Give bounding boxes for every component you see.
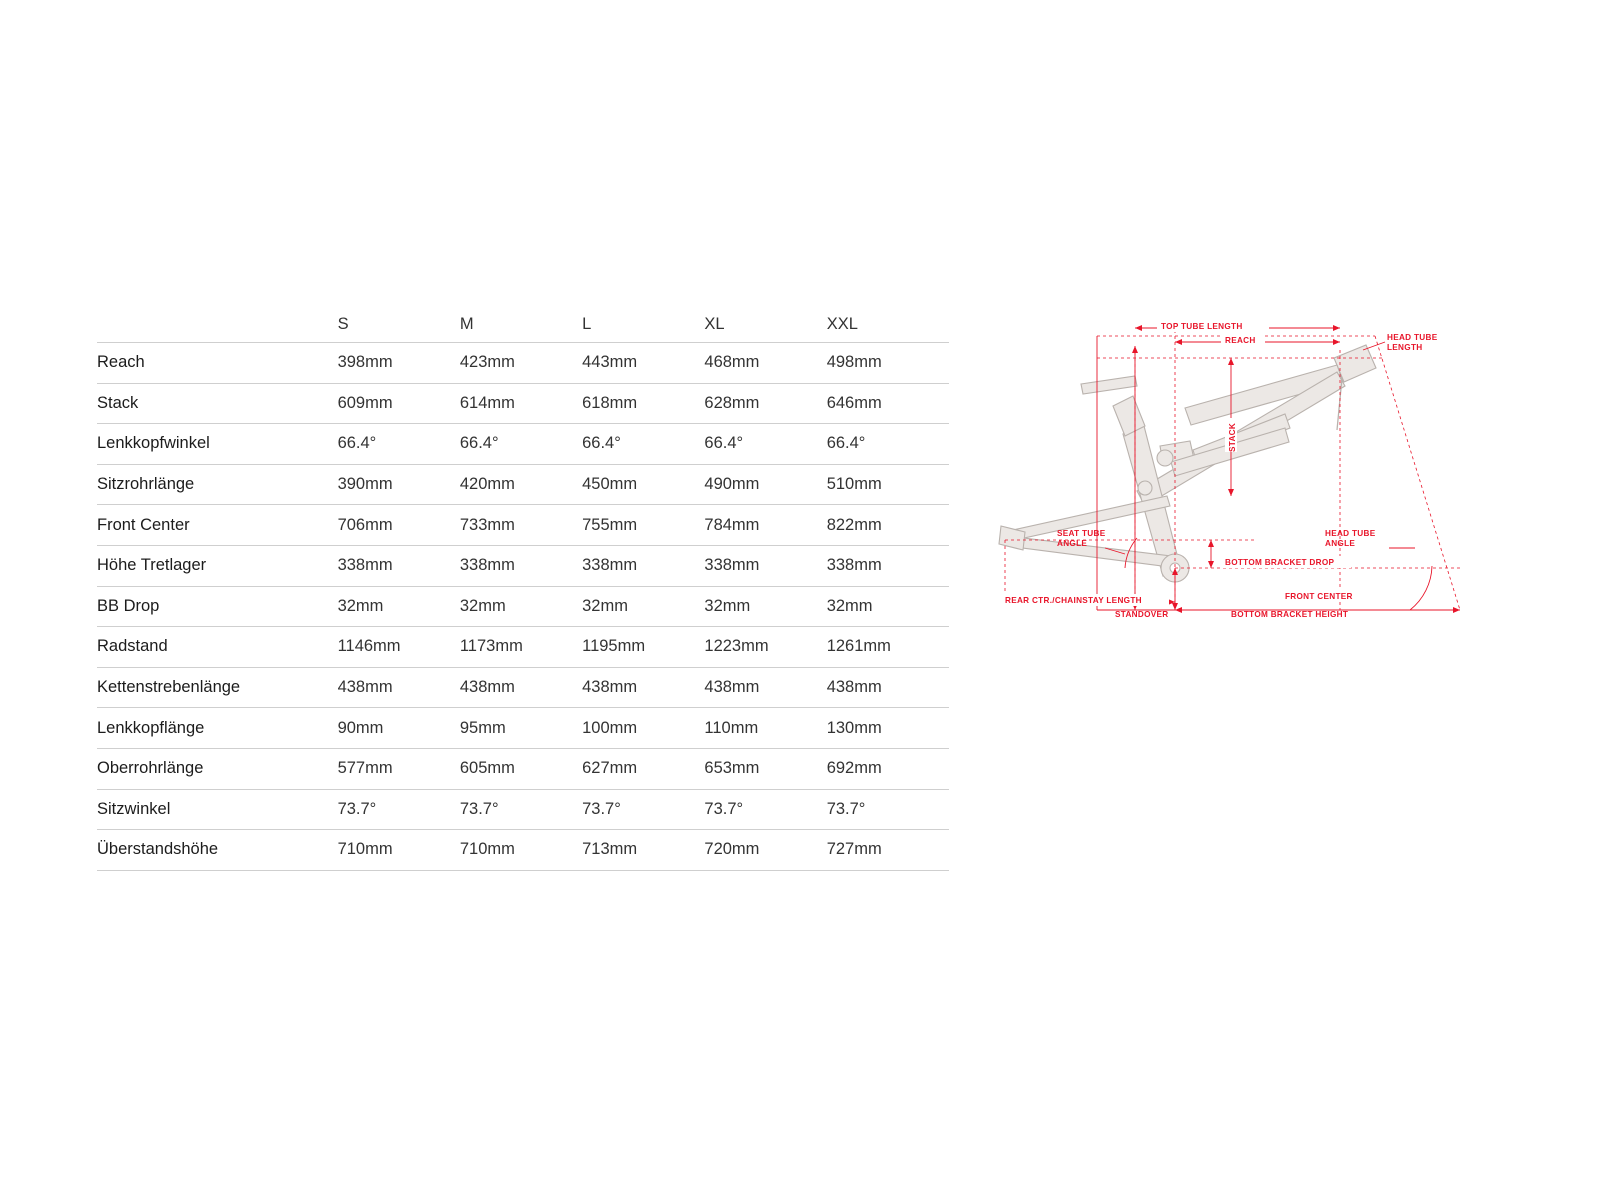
cell-xl: 73.7° <box>704 789 826 830</box>
cell-xxl: 510mm <box>827 464 949 505</box>
label-reach: REACH <box>1225 336 1256 345</box>
cell-xl: 438mm <box>704 667 826 708</box>
cell-l: 713mm <box>582 830 704 871</box>
cell-l: 438mm <box>582 667 704 708</box>
table-body <box>97 343 949 871</box>
cell-xl: 32mm <box>704 586 826 627</box>
cell-xxl: 73.7° <box>827 789 949 830</box>
table-row <box>97 708 949 749</box>
table-row <box>97 424 949 465</box>
cell-m: 733mm <box>460 505 582 546</box>
cell-s: 710mm <box>338 830 460 871</box>
dimension-lines <box>1005 325 1460 613</box>
table-row <box>97 545 949 586</box>
cell-s: 438mm <box>338 667 460 708</box>
row-label: Front Center <box>97 505 338 546</box>
cell-m: 1173mm <box>460 627 582 668</box>
row-label: Höhe Tretlager <box>97 545 338 586</box>
table-row <box>97 667 949 708</box>
cell-xl: 784mm <box>704 505 826 546</box>
bike-frame-geometry-diagram <box>985 310 1505 655</box>
cell-xxl: 438mm <box>827 667 949 708</box>
cell-l: 450mm <box>582 464 704 505</box>
cell-xl: 468mm <box>704 343 826 384</box>
cell-s: 32mm <box>338 586 460 627</box>
cell-l: 755mm <box>582 505 704 546</box>
cell-m: 338mm <box>460 545 582 586</box>
cell-m: 73.7° <box>460 789 582 830</box>
cell-xxl: 498mm <box>827 343 949 384</box>
cell-m: 710mm <box>460 830 582 871</box>
cell-xl: 66.4° <box>704 424 826 465</box>
row-label: Sitzrohrlänge <box>97 464 338 505</box>
label-top-tube-length: TOP TUBE LENGTH <box>1161 322 1243 331</box>
row-label: Radstand <box>97 627 338 668</box>
cell-s: 90mm <box>338 708 460 749</box>
label-rear-center: REAR CTR./CHAINSTAY LENGTH <box>1005 596 1142 605</box>
row-label: BB Drop <box>97 586 338 627</box>
cell-s: 66.4° <box>338 424 460 465</box>
cell-xl: 653mm <box>704 748 826 789</box>
cell-s: 577mm <box>338 748 460 789</box>
cell-xl: 1223mm <box>704 627 826 668</box>
cell-xxl: 822mm <box>827 505 949 546</box>
cell-m: 614mm <box>460 383 582 424</box>
cell-s: 706mm <box>338 505 460 546</box>
table-header <box>97 300 949 343</box>
cell-l: 100mm <box>582 708 704 749</box>
label-front-center: FRONT CENTER <box>1285 592 1353 601</box>
table-row <box>97 830 949 871</box>
column-header-xl: XL <box>704 300 826 343</box>
cell-m: 66.4° <box>460 424 582 465</box>
table-row <box>97 464 949 505</box>
table-row <box>97 748 949 789</box>
cell-s: 73.7° <box>338 789 460 830</box>
cell-m: 32mm <box>460 586 582 627</box>
cell-s: 338mm <box>338 545 460 586</box>
cell-m: 605mm <box>460 748 582 789</box>
column-header-xxl: XXL <box>827 300 949 343</box>
cell-xxl: 32mm <box>827 586 949 627</box>
table-row <box>97 383 949 424</box>
label-head-tube-angle-line2: ANGLE <box>1325 539 1356 548</box>
cell-xxl: 692mm <box>827 748 949 789</box>
row-label: Reach <box>97 343 338 384</box>
cell-l: 32mm <box>582 586 704 627</box>
cell-xl: 628mm <box>704 383 826 424</box>
table-row <box>97 505 949 546</box>
cell-xxl: 66.4° <box>827 424 949 465</box>
label-head-tube-length-line1: HEAD TUBE <box>1387 333 1438 342</box>
table-row <box>97 627 949 668</box>
table-row <box>97 586 949 627</box>
cell-l: 66.4° <box>582 424 704 465</box>
table-header-row <box>97 300 949 343</box>
row-label: Lenkkopflänge <box>97 708 338 749</box>
label-bottom-bracket-drop: BOTTOM BRACKET DROP <box>1225 558 1335 567</box>
row-label: Überstandshöhe <box>97 830 338 871</box>
cell-m: 438mm <box>460 667 582 708</box>
table-row <box>97 343 949 384</box>
cell-l: 618mm <box>582 383 704 424</box>
cell-l: 73.7° <box>582 789 704 830</box>
row-label: Lenkkopfwinkel <box>97 424 338 465</box>
cell-s: 1146mm <box>338 627 460 668</box>
label-standover: STANDOVER <box>1115 610 1169 619</box>
row-label: Sitzwinkel <box>97 789 338 830</box>
table-row <box>97 789 949 830</box>
label-head-tube-angle-line1: HEAD TUBE <box>1325 529 1376 538</box>
cell-l: 1195mm <box>582 627 704 668</box>
label-stack: STACK <box>1228 422 1237 452</box>
cell-l: 627mm <box>582 748 704 789</box>
cell-xl: 338mm <box>704 545 826 586</box>
cell-xxl: 727mm <box>827 830 949 871</box>
cell-xxl: 1261mm <box>827 627 949 668</box>
geometry-table-element <box>97 300 949 871</box>
cell-s: 390mm <box>338 464 460 505</box>
cell-s: 609mm <box>338 383 460 424</box>
cell-xl: 720mm <box>704 830 826 871</box>
cell-s: 398mm <box>338 343 460 384</box>
cell-l: 338mm <box>582 545 704 586</box>
row-label: Kettenstrebenlänge <box>97 667 338 708</box>
cell-xxl: 338mm <box>827 545 949 586</box>
cell-xxl: 130mm <box>827 708 949 749</box>
column-header-s: S <box>338 300 460 343</box>
row-label: Stack <box>97 383 338 424</box>
label-bottom-bracket-height: BOTTOM BRACKET HEIGHT <box>1231 610 1349 619</box>
cell-xl: 110mm <box>704 708 826 749</box>
label-head-tube-length-line2: LENGTH <box>1387 343 1423 352</box>
row-label: Oberrohrlänge <box>97 748 338 789</box>
frame-illustration <box>999 345 1376 582</box>
cell-l: 443mm <box>582 343 704 384</box>
column-header-m: M <box>460 300 582 343</box>
cell-m: 423mm <box>460 343 582 384</box>
label-seat-tube-angle-line1: SEAT TUBE <box>1057 529 1106 538</box>
table-corner-cell <box>97 300 338 343</box>
label-seat-tube-angle-line2: ANGLE <box>1057 539 1088 548</box>
cell-xl: 490mm <box>704 464 826 505</box>
column-header-l: L <box>582 300 704 343</box>
geometry-table <box>97 300 949 871</box>
cell-m: 95mm <box>460 708 582 749</box>
cell-xxl: 646mm <box>827 383 949 424</box>
cell-m: 420mm <box>460 464 582 505</box>
